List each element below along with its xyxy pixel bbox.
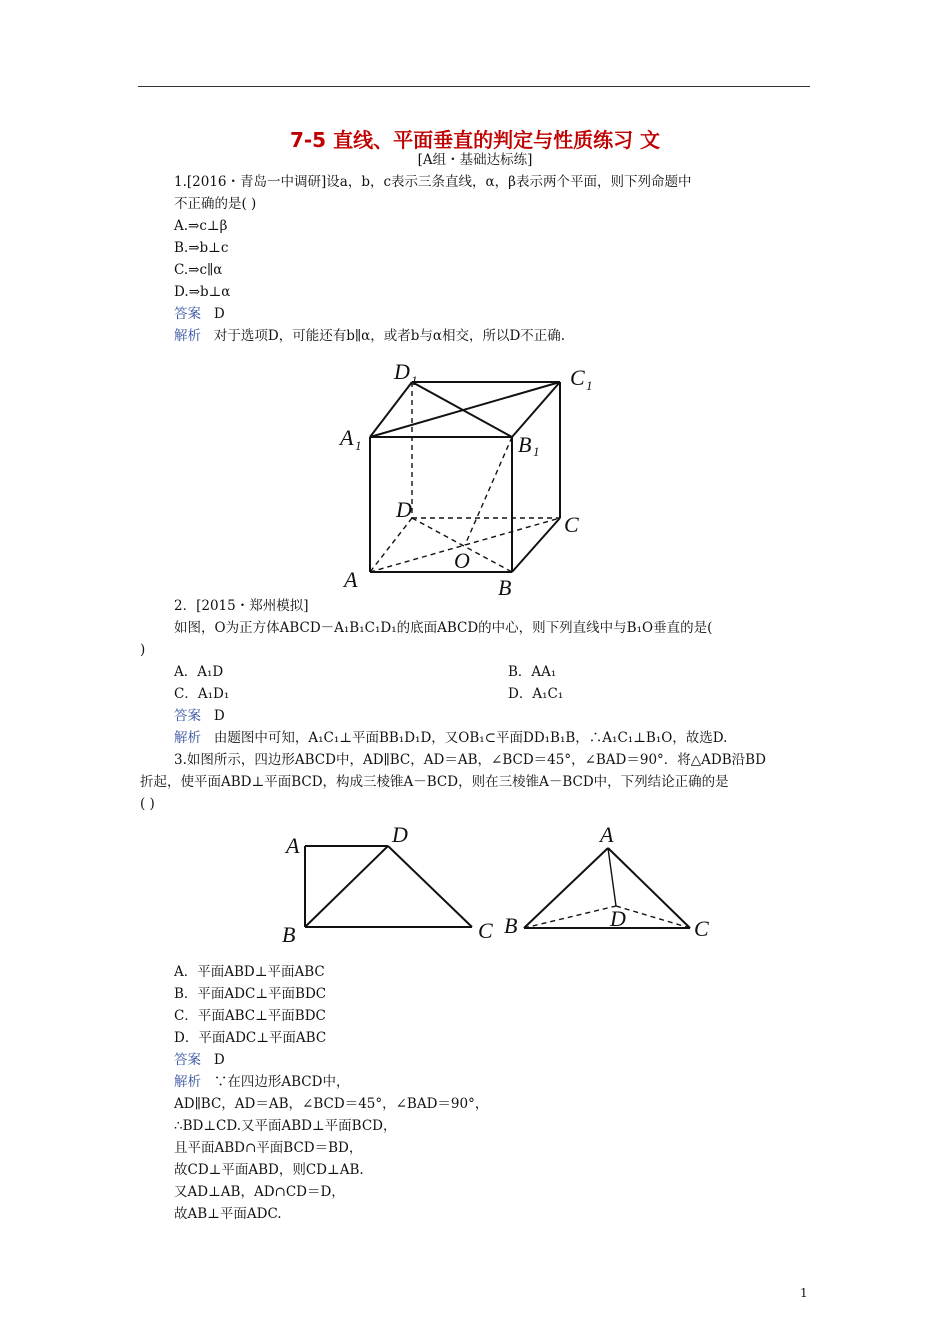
q3-answer xyxy=(174,1050,225,1070)
answer-label: 答案 xyxy=(174,1052,201,1068)
q2-stem-line2: 如图，O为正方体ABCD－A₁B₁C₁D₁的底面ABCD的中心，则下列直线中与B₁O垂直的是( xyxy=(174,620,713,636)
answer-label: 答案 xyxy=(174,708,201,724)
label-b: B xyxy=(498,575,512,600)
analysis-label: 解析 xyxy=(174,328,201,344)
label-b: B xyxy=(504,913,518,938)
page-title: 7-5 直线、平面垂直的判定与性质练习 文 xyxy=(289,128,661,152)
label-c: C xyxy=(478,918,493,943)
q3-stem-line2: 折起，使平面ABD⊥平面BCD，构成三棱锥A－BCD，则在三棱锥A－BCD中，下列结论正确的是 xyxy=(140,774,729,790)
label-o: O xyxy=(454,548,470,573)
answer-value: D xyxy=(213,306,225,322)
label-a: A xyxy=(286,833,300,858)
q3-stem-line3: ( ) xyxy=(140,796,155,812)
label-d1: D xyxy=(394,359,410,384)
pyramid-figure xyxy=(500,818,720,948)
label-c1: C xyxy=(570,365,585,390)
analysis-text: ∵在四边形ABCD中， xyxy=(213,1074,350,1090)
q3-option-b: B．平面ADC⊥平面BDC xyxy=(174,986,327,1002)
q3-analysis-line7: 故AB⊥平面ADC. xyxy=(174,1206,282,1222)
q3-analysis-line3: ∴BD⊥CD.又平面ABD⊥平面BCD， xyxy=(174,1118,397,1134)
q3-analysis-line5: 故CD⊥平面ABD，则CD⊥AB. xyxy=(174,1162,364,1178)
q2-analysis xyxy=(174,728,727,748)
q3-option-d: D．平面ADC⊥平面ABC xyxy=(174,1030,327,1046)
page-number: 1 xyxy=(800,1286,808,1300)
label-c: C xyxy=(694,916,709,941)
label-d: D xyxy=(610,906,626,931)
q2-stem-line1: 2．[2015・郑州模拟] xyxy=(174,598,309,614)
label-c: C xyxy=(564,512,579,537)
analysis-text: 由题图中可知，A₁C₁⊥平面BB₁D₁D，又OB₁⊂平面DD₁B₁B，∴A₁C₁⊥B₁O，故选D. xyxy=(213,730,728,746)
cube-figure xyxy=(330,355,620,605)
analysis-label: 解析 xyxy=(174,730,201,746)
q3-analysis-line1 xyxy=(174,1072,349,1092)
q3-option-c: C．平面ABC⊥平面BDC xyxy=(174,1008,326,1024)
q1-option-a: A.⇒c⊥β xyxy=(174,218,228,234)
label-d1-sub: 1 xyxy=(411,373,418,388)
label-b1: B xyxy=(518,432,532,457)
analysis-text: 对于选项D，可能还有b∥α，或者b与α相交，所以D不正确. xyxy=(213,328,566,344)
q3-analysis-line4: 且平面ABD∩平面BCD＝BD， xyxy=(174,1140,363,1156)
quadrilateral-figure xyxy=(280,818,500,948)
label-a: A xyxy=(600,822,614,847)
answer-label: 答案 xyxy=(174,306,201,322)
analysis-label: 解析 xyxy=(174,1074,201,1090)
q2-option-a: A．A₁D xyxy=(174,664,224,680)
q3-option-a: A．平面ABD⊥平面ABC xyxy=(174,964,325,980)
answer-value: D xyxy=(213,708,225,724)
q2-option-b: B．AA₁ xyxy=(508,664,557,680)
q3-analysis-line6: 又AD⊥AB，AD∩CD＝D， xyxy=(174,1184,345,1200)
section-subtitle: [A组・基础达标练] xyxy=(417,152,533,168)
q1-analysis xyxy=(174,326,565,346)
label-d: D xyxy=(392,822,408,847)
q3-analysis-line2: AD∥BC，AD＝AB，∠BCD＝45°，∠BAD＝90°， xyxy=(174,1096,489,1112)
q1-option-d: D.⇒b⊥α xyxy=(174,284,231,300)
header-rule xyxy=(138,86,810,87)
label-a1-sub: 1 xyxy=(355,438,362,453)
label-d: D xyxy=(396,497,412,522)
q2-stem-line3: ) xyxy=(140,642,146,658)
label-a1: A xyxy=(340,425,354,450)
q2-option-c: C．A₁D₁ xyxy=(174,686,230,702)
label-c1-sub: 1 xyxy=(586,378,593,393)
q1-answer xyxy=(174,304,225,324)
label-a: A xyxy=(344,567,358,592)
q3-stem-line1: 3.如图所示，四边形ABCD中，AD∥BC，AD＝AB，∠BCD＝45°，∠BAD＝90°．将△ADB沿BD xyxy=(174,752,766,768)
q1-option-c: C.⇒c∥α xyxy=(174,262,223,278)
q1-stem-line1: 1.[2016・青岛一中调研]设a，b，c表示三条直线，α，β表示两个平面，则下列命题中 xyxy=(174,174,692,190)
label-b1-sub: 1 xyxy=(533,444,540,459)
q1-option-b: B.⇒b⊥c xyxy=(174,240,229,256)
answer-value: D xyxy=(213,1052,225,1068)
q1-stem-line2: 不正确的是( ) xyxy=(174,196,257,212)
q2-option-d: D．A₁C₁ xyxy=(508,686,564,702)
label-b: B xyxy=(282,922,296,947)
q2-answer xyxy=(174,706,225,726)
